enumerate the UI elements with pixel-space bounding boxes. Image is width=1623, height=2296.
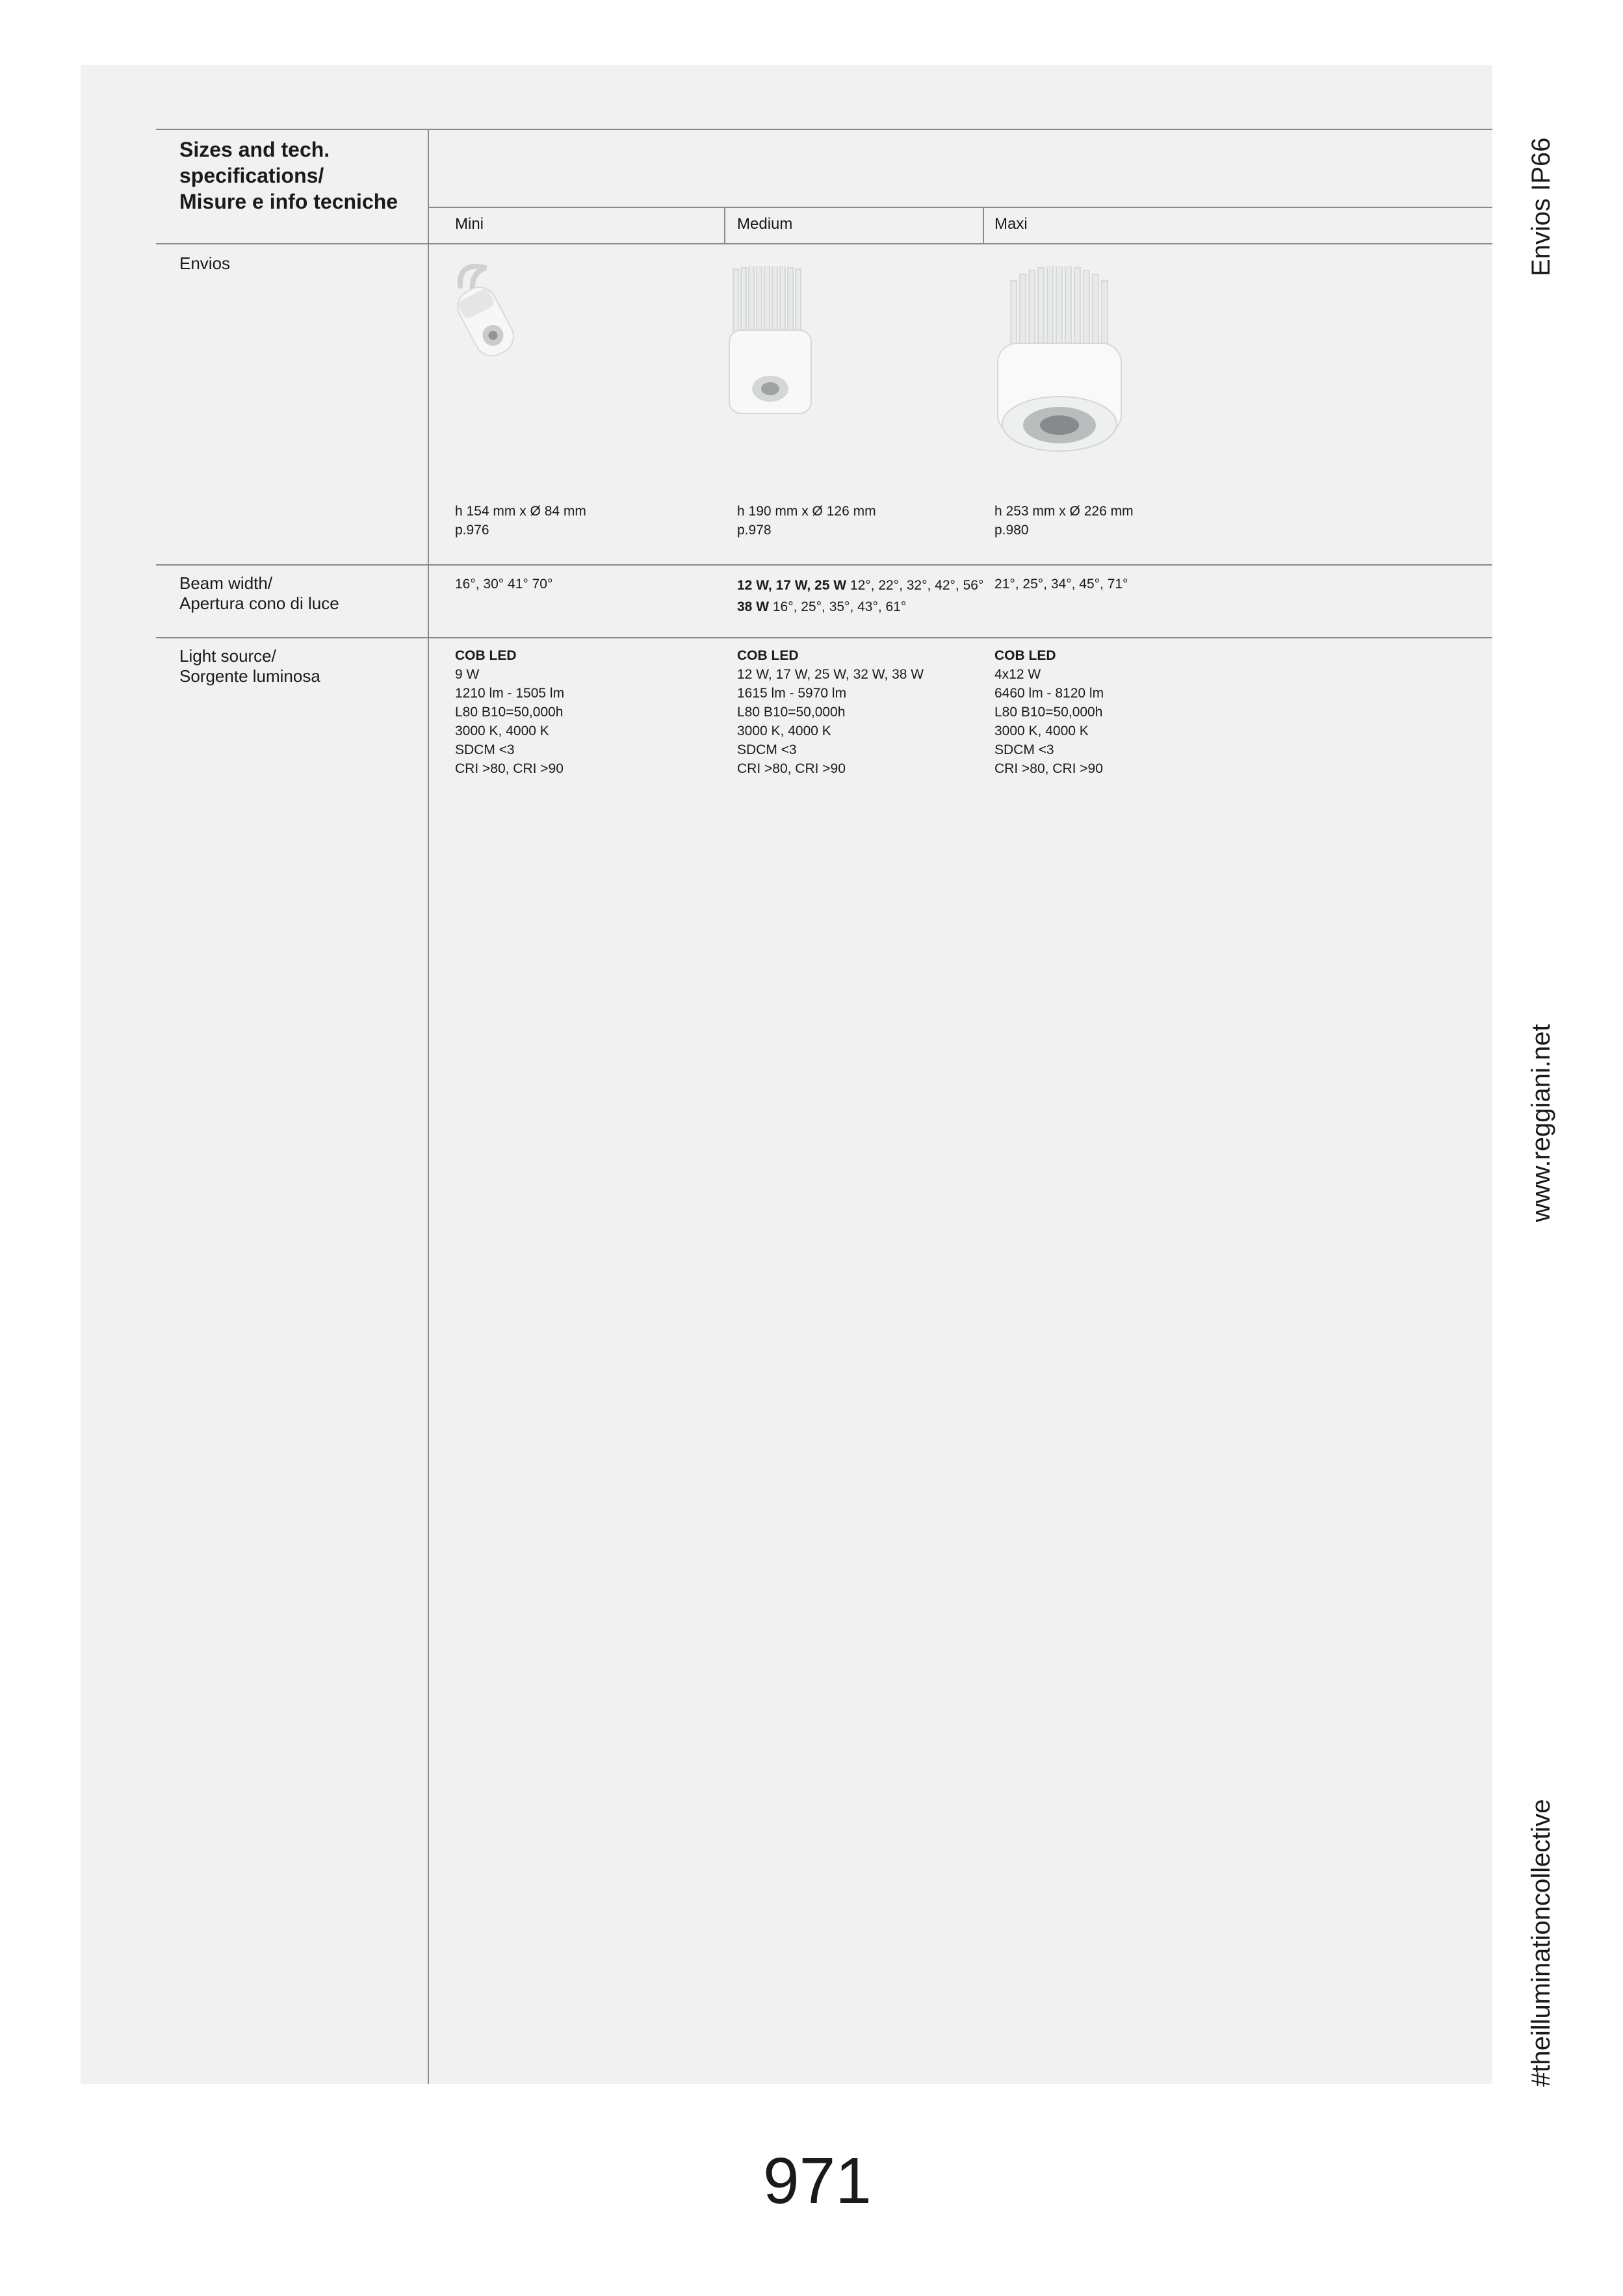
rule-header-bottom (156, 243, 1492, 244)
table-title (179, 137, 398, 215)
row-label-line: Beam width/ (179, 573, 273, 593)
rule-label-column (428, 129, 429, 2084)
source-line: SDCM <3 (994, 742, 1054, 757)
medium-dimensions: h 190 mm x Ø 126 mm (737, 504, 876, 519)
row-label-envios: Envios (179, 254, 231, 273)
row-label-line: Apertura cono di luce (179, 594, 339, 613)
page-number: 971 (763, 2145, 872, 2217)
source-line: L80 B10=50,000h (994, 705, 1103, 720)
sidebar-website: www.reggiani.net (1527, 1024, 1555, 1222)
mini-size (455, 502, 586, 540)
beam-medium-power: 12 W, 17 W, 25 W (737, 578, 847, 593)
beam-medium-angles: 12°, 22°, 32°, 42°, 56° (846, 578, 984, 593)
rule-top (156, 129, 1492, 130)
source-line: CRI >80, CRI >90 (737, 761, 846, 776)
beam-maxi: 21°, 25°, 34°, 45°, 71° (994, 577, 1128, 592)
maxi-page-ref: p.980 (994, 523, 1029, 538)
row-label-line: Light source/ (179, 646, 276, 666)
source-type: COB LED (994, 648, 1056, 663)
beam-medium-line-2 (737, 596, 983, 618)
beam-medium-angles: 16°, 25°, 35°, 43°, 61° (769, 599, 907, 614)
source-line: 6460 lm - 8120 lm (994, 686, 1104, 701)
envios-medium-image (721, 267, 819, 423)
beam-medium-power: 38 W (737, 599, 770, 614)
column-header-medium: Medium (737, 215, 793, 233)
column-header-maxi: Maxi (994, 215, 1028, 233)
source-line: 3000 K, 4000 K (455, 724, 549, 738)
sidebar-product: Envios IP66 (1527, 137, 1555, 276)
source-line: 1210 lm - 1505 lm (455, 686, 565, 701)
rule-col-medium-maxi (983, 207, 984, 243)
row-label-light-source (179, 646, 320, 686)
source-line: 3000 K, 4000 K (737, 724, 831, 738)
beam-medium-line-1 (737, 575, 983, 596)
sidebar-hashtag: #theilluminationcollective (1527, 1799, 1555, 2087)
beam-mini: 16°, 30° 41° 70° (455, 577, 553, 592)
envios-mini-image (442, 260, 526, 377)
source-line: SDCM <3 (737, 742, 797, 757)
source-line: SDCM <3 (455, 742, 515, 757)
source-type: COB LED (737, 648, 799, 663)
rule-envios-bottom (156, 564, 1492, 566)
rule-col-mini-medium (724, 207, 725, 243)
light-source-mini (455, 646, 564, 778)
rule-beam-bottom (156, 637, 1492, 638)
table-title-line: Misure e info tecniche (179, 190, 398, 213)
column-header-mini: Mini (455, 215, 484, 233)
source-line: CRI >80, CRI >90 (994, 761, 1103, 776)
source-line: 9 W (455, 667, 480, 682)
rule-columns (429, 207, 1492, 208)
mini-dimensions: h 154 mm x Ø 84 mm (455, 504, 586, 519)
maxi-dimensions: h 253 mm x Ø 226 mm (994, 504, 1134, 519)
envios-maxi-image (991, 267, 1128, 455)
source-line: L80 B10=50,000h (737, 705, 846, 720)
light-source-medium (737, 646, 924, 778)
maxi-size (994, 502, 1134, 540)
row-label-line: Sorgente luminosa (179, 666, 320, 686)
beam-medium (737, 575, 983, 618)
source-line: 3000 K, 4000 K (994, 724, 1089, 738)
table-title-line: Sizes and tech. (179, 138, 330, 161)
medium-page-ref: p.978 (737, 523, 772, 538)
source-type: COB LED (455, 648, 517, 663)
source-line: 12 W, 17 W, 25 W, 32 W, 38 W (737, 667, 924, 682)
source-line: 4x12 W (994, 667, 1041, 682)
source-line: L80 B10=50,000h (455, 705, 564, 720)
row-label-beam (179, 573, 339, 614)
source-line: CRI >80, CRI >90 (455, 761, 564, 776)
light-source-maxi (994, 646, 1104, 778)
table-title-line: specifications/ (179, 164, 324, 187)
source-line: 1615 lm - 5970 lm (737, 686, 847, 701)
mini-page-ref: p.976 (455, 523, 489, 538)
medium-size (737, 502, 876, 540)
